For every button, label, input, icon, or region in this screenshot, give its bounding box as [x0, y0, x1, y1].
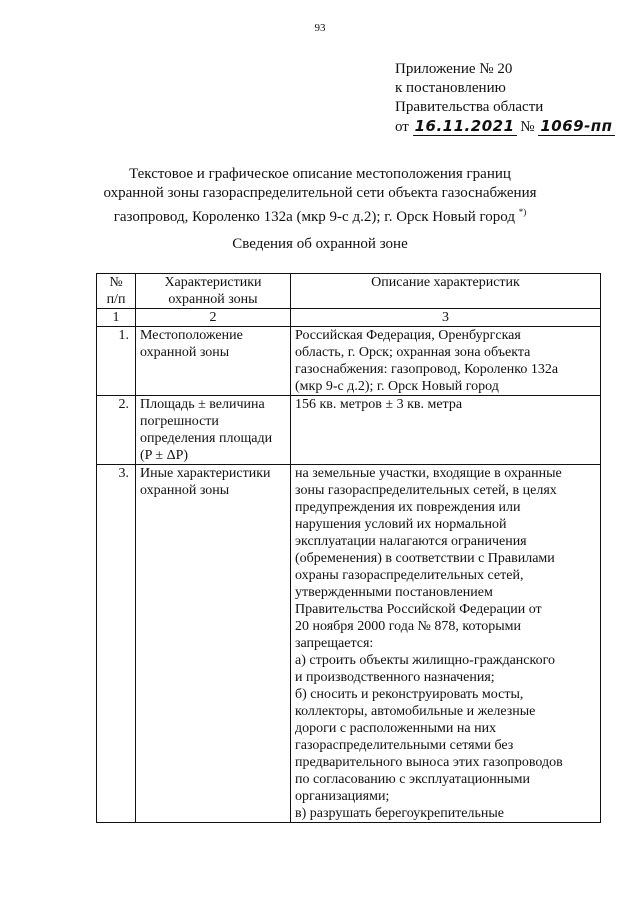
column-number-2: 2	[136, 309, 291, 327]
appendix-header	[395, 60, 615, 137]
row-number: 1.	[97, 327, 136, 396]
document-title	[60, 165, 580, 227]
header-characteristics: Характеристики охранной зоны	[136, 274, 291, 309]
title-line-3	[60, 203, 580, 227]
page-number: 93	[314, 22, 326, 34]
table-header-row	[97, 274, 601, 309]
row-number: 2.	[97, 396, 136, 465]
column-number-row	[97, 309, 601, 327]
number-label: №	[520, 119, 535, 135]
title-line-3-text: газопровод, Короленко 132а (мкр 9-с д.2); г. Орск Новый город	[113, 209, 515, 225]
row-description: Российская Федерация, Оренбургская область, г. Орск; охранная зона объекта газоснабжения: газопровод, Короленко 132а (мкр 9-с д.2); г. Орск Новый город	[291, 327, 601, 396]
row-characteristic: Площадь ± величина погрешности определения площади (P ± ΔP)	[136, 396, 291, 465]
appendix-line-1: Приложение № 20	[395, 61, 513, 77]
footnote-mark: *)	[518, 207, 527, 217]
from-label: от	[395, 119, 409, 135]
zone-table	[96, 273, 601, 823]
row-characteristic: Местоположение охранной зоны	[136, 327, 291, 396]
handwritten-number: 1069-пп	[540, 117, 613, 135]
handwritten-date: 16.11.2021	[414, 117, 515, 135]
row-description: на земельные участки, входящие в охранные зоны газораспределительных сетей, в целях предупреждения их повреждения или нарушения условий их нормальной эксплуатации налагаются ограничения (обременения) в соответствии с Правилами охраны газораспределительных сетей, утвержденными постановлением Правительства Российской Федерации от 20 ноября 2000 года № 878, которыми запрещается: а) строить объекты жилищно-гражданского и производственного назначения; б) сносить и реконструировать мосты, коллекторы, автомобильные и железные дороги с расположенными на них газораспределительными сетями без предварительного выноса этих газопроводов по согласованию с эксплуатационными организациями; в) разрушать берегоукрепительные	[291, 465, 601, 823]
header-number: № п/п	[97, 274, 136, 309]
table-row	[97, 465, 601, 823]
appendix-line-2: к постановлению	[395, 80, 506, 96]
table-row	[97, 396, 601, 465]
appendix-date-line	[395, 117, 615, 137]
section-subtitle: Сведения об охранной зоне	[232, 236, 408, 252]
row-description: 156 кв. метров ± 3 кв. метра	[291, 396, 601, 465]
column-number-3: 3	[291, 309, 601, 327]
table-row	[97, 327, 601, 396]
appendix-line-3: Правительства области	[395, 99, 544, 115]
title-line-2: охранной зоны газораспределительной сети объекта газоснабжения	[103, 185, 537, 201]
row-number: 3.	[97, 465, 136, 823]
title-line-1: Текстовое и графическое описание местоположения границ	[129, 166, 511, 182]
row-characteristic: Иные характеристики охранной зоны	[136, 465, 291, 823]
header-description: Описание характеристик	[291, 274, 601, 309]
column-number-1: 1	[97, 309, 136, 327]
